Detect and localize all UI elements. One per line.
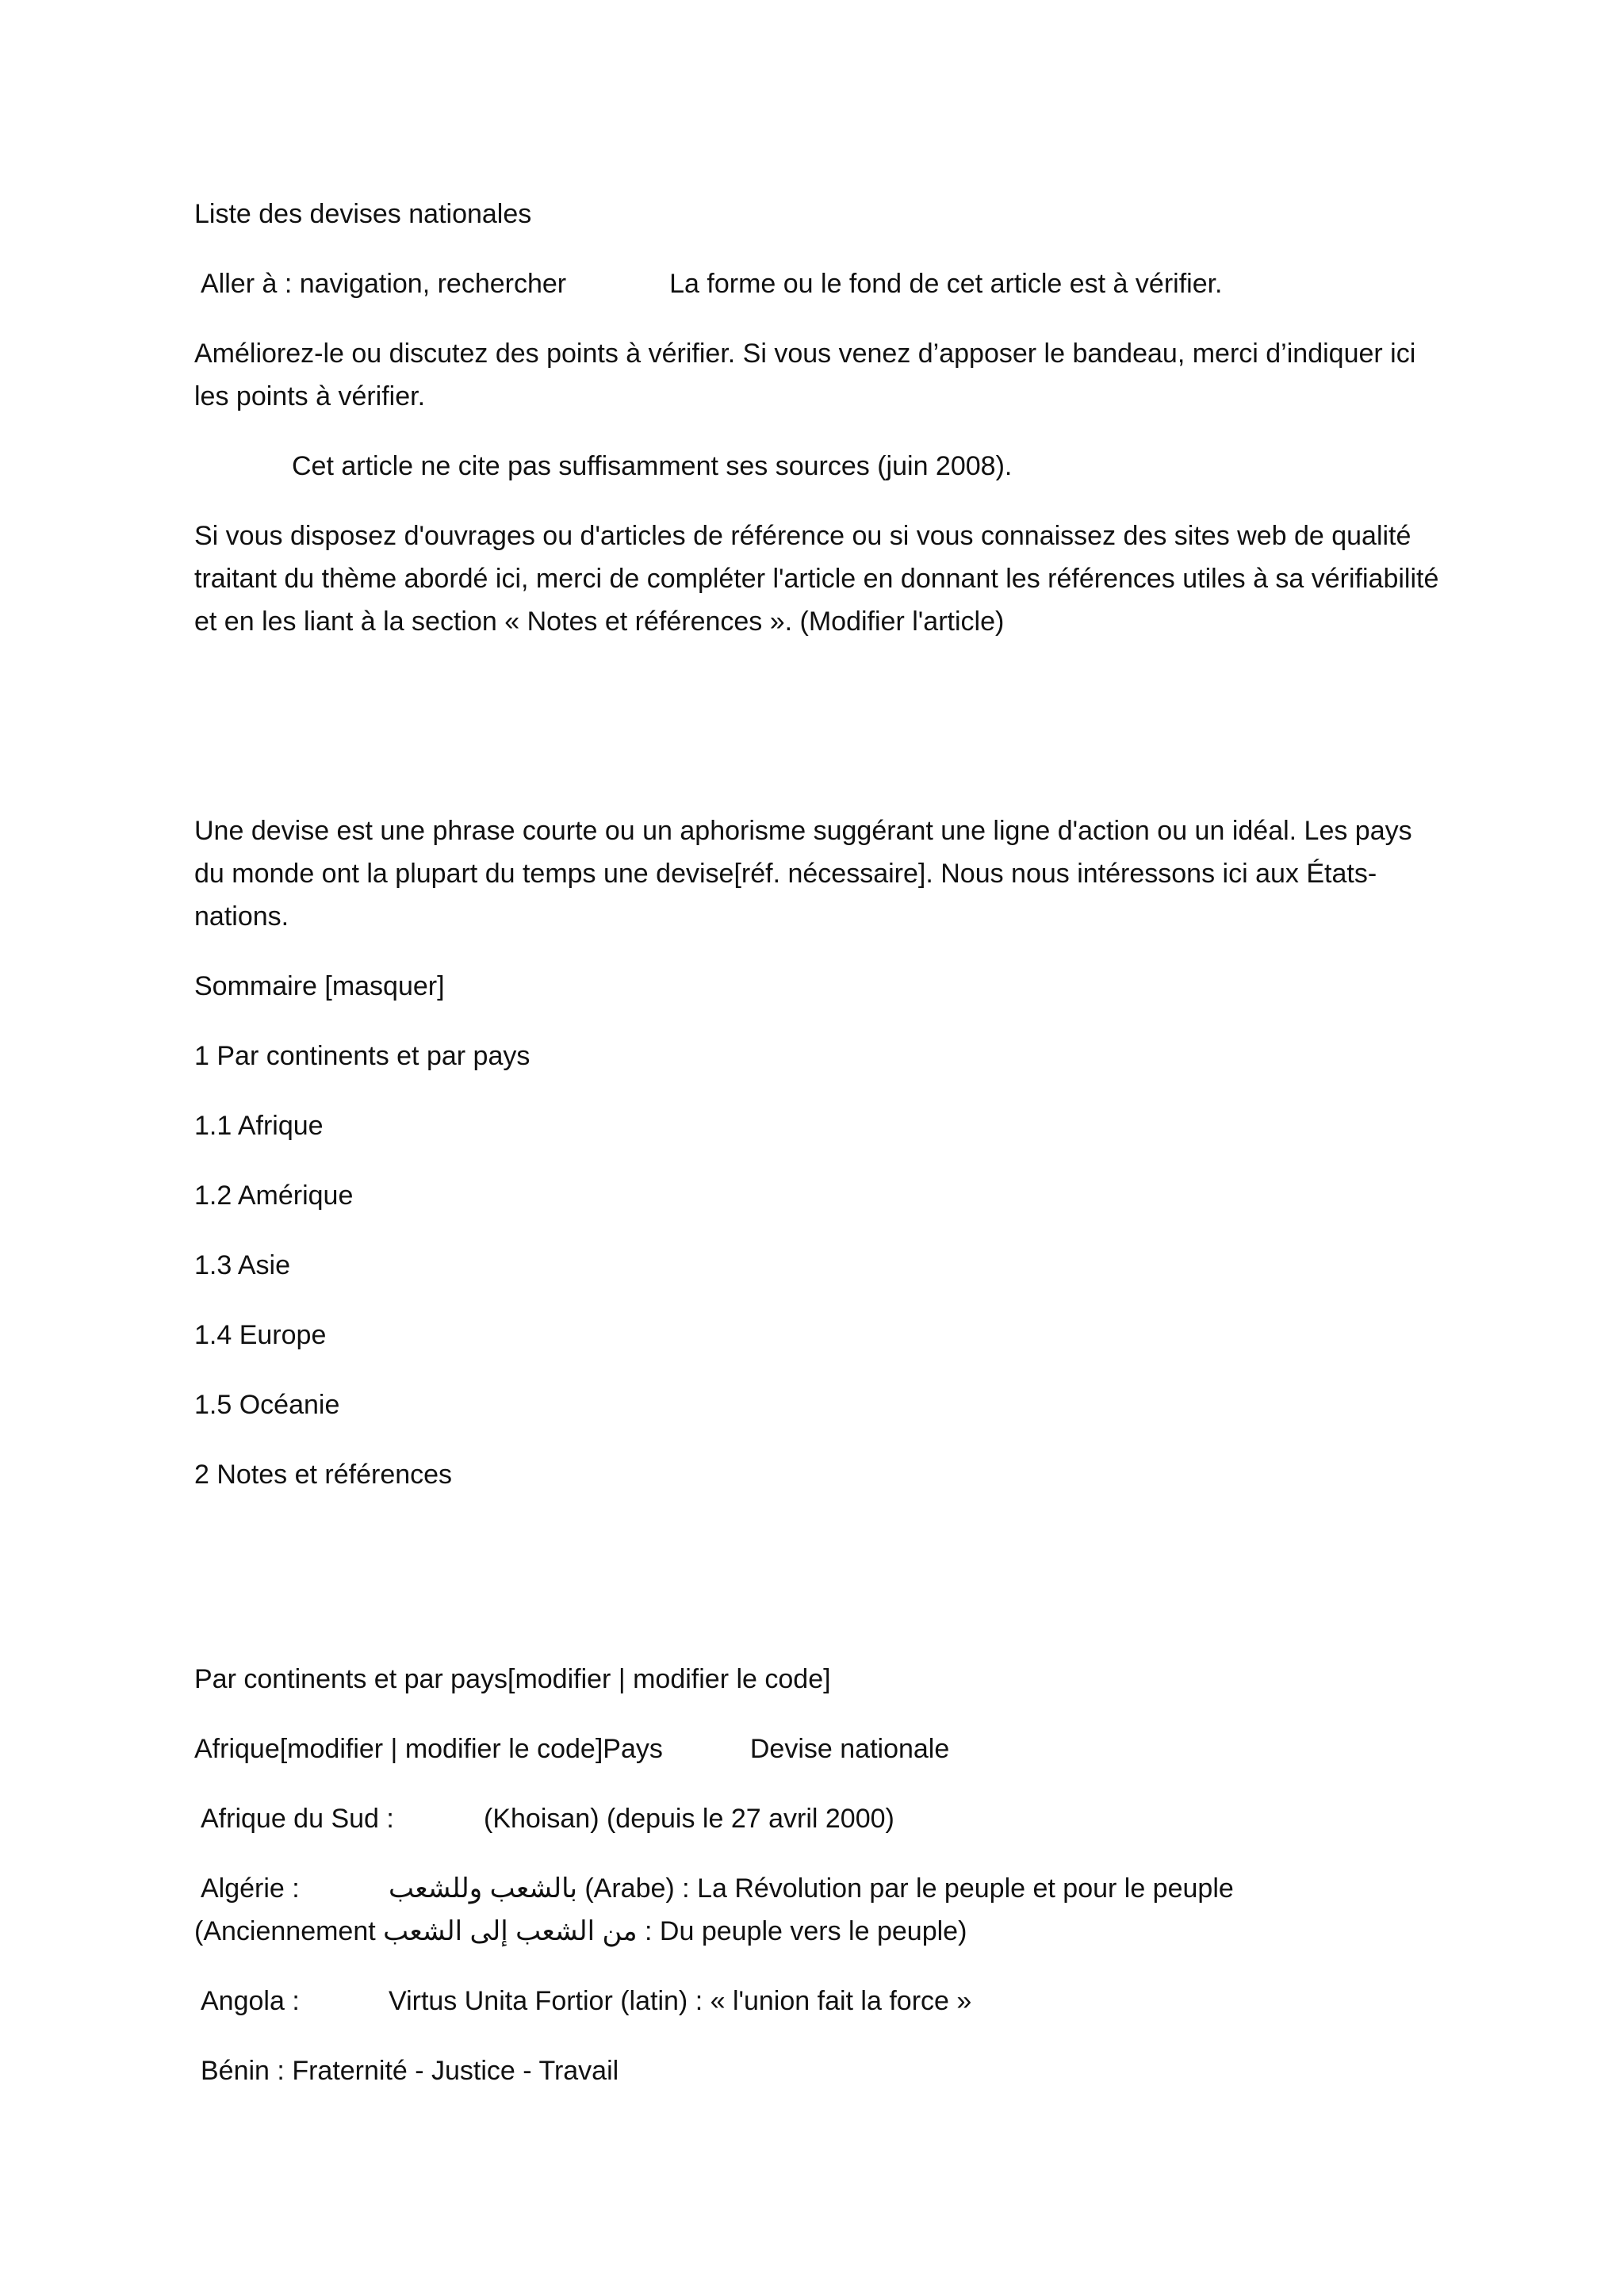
nav-line (201, 262, 1223, 305)
motto-arabic: بالشعب وللشعب (389, 1873, 577, 1904)
africa-heading (194, 1728, 949, 1770)
toc-item[interactable]: 1.4 Europe (194, 1320, 327, 1350)
motto-former (194, 1910, 967, 1953)
motto-text: Virtus Unita Fortior (latin) : « l'union fait la force » (389, 1986, 972, 2016)
intro-paragraph: Une devise est une phrase courte ou un aphorisme suggérant une ligne d'action ou un idéal. Les pays du monde ont la plupart du temps une devise[réf. nécessaire]. Nous nous intéressons ici aux États-nations. (194, 816, 1412, 932)
former-suffix: : Du peuple vers le peuple) (645, 1916, 967, 1946)
country-name: Angola : (201, 1986, 300, 2016)
former-prefix: (Anciennement (194, 1916, 376, 1946)
verify-notice: Améliorez-le ou discutez des points à vérifier. Si vous venez d’apposer le bandeau, merci d’indiquer ici les points à vérifier. (194, 339, 1416, 411)
toc-item[interactable]: 1.2 Amérique (194, 1181, 354, 1211)
country-name: Bénin : (201, 2056, 285, 2086)
toc-item[interactable]: 1.5 Océanie (194, 1390, 340, 1420)
nav-links[interactable]: Aller à : navigation, rechercher (201, 269, 567, 299)
toc-item[interactable]: 1.3 Asie (194, 1250, 290, 1280)
former-arabic: من الشعب إلى الشعب (383, 1916, 638, 1946)
motto-row (201, 1980, 971, 2022)
sources-detail: Si vous disposez d'ouvrages ou d'articles de référence ou si vous connaissez des sites web de qualité traitant du thème abordé ici, merci de compléter l'article en donnant les références utiles à sa vérifiabilité et en les liant à la section « Notes et références ». (Modifier l'article) (194, 521, 1439, 637)
country-name: Afrique du Sud : (201, 1804, 394, 1834)
toc-label[interactable]: Sommaire [masquer] (194, 971, 445, 1001)
motto-row (201, 1867, 1234, 1910)
motto-row (201, 1797, 894, 1840)
document-title: Liste des devises nationales (194, 199, 532, 229)
motto-row (201, 2049, 619, 2092)
motto-text: (Arabe) : La Révolution par le peuple et pour le peuple (584, 1873, 1234, 1904)
africa-heading-left: Afrique[modifier | modifier le code]Pays (194, 1734, 663, 1764)
sources-notice: Cet article ne cite pas suffisamment ses sources (juin 2008). (292, 451, 1013, 481)
section-heading: Par continents et par pays[modifier | modifier le code] (194, 1664, 831, 1694)
country-name: Algérie : (201, 1873, 300, 1904)
toc-item[interactable]: 1.1 Afrique (194, 1111, 324, 1141)
verify-banner: La forme ou le fond de cet article est à vérifier. (669, 269, 1223, 299)
africa-heading-right: Devise nationale (749, 1734, 950, 1764)
motto-text: (Khoisan) (depuis le 27 avril 2000) (484, 1804, 894, 1834)
motto-text: Fraternité - Justice - Travail (292, 2056, 619, 2086)
toc-item[interactable]: 1 Par continents et par pays (194, 1041, 530, 1071)
toc-item[interactable]: 2 Notes et références (194, 1460, 453, 1490)
